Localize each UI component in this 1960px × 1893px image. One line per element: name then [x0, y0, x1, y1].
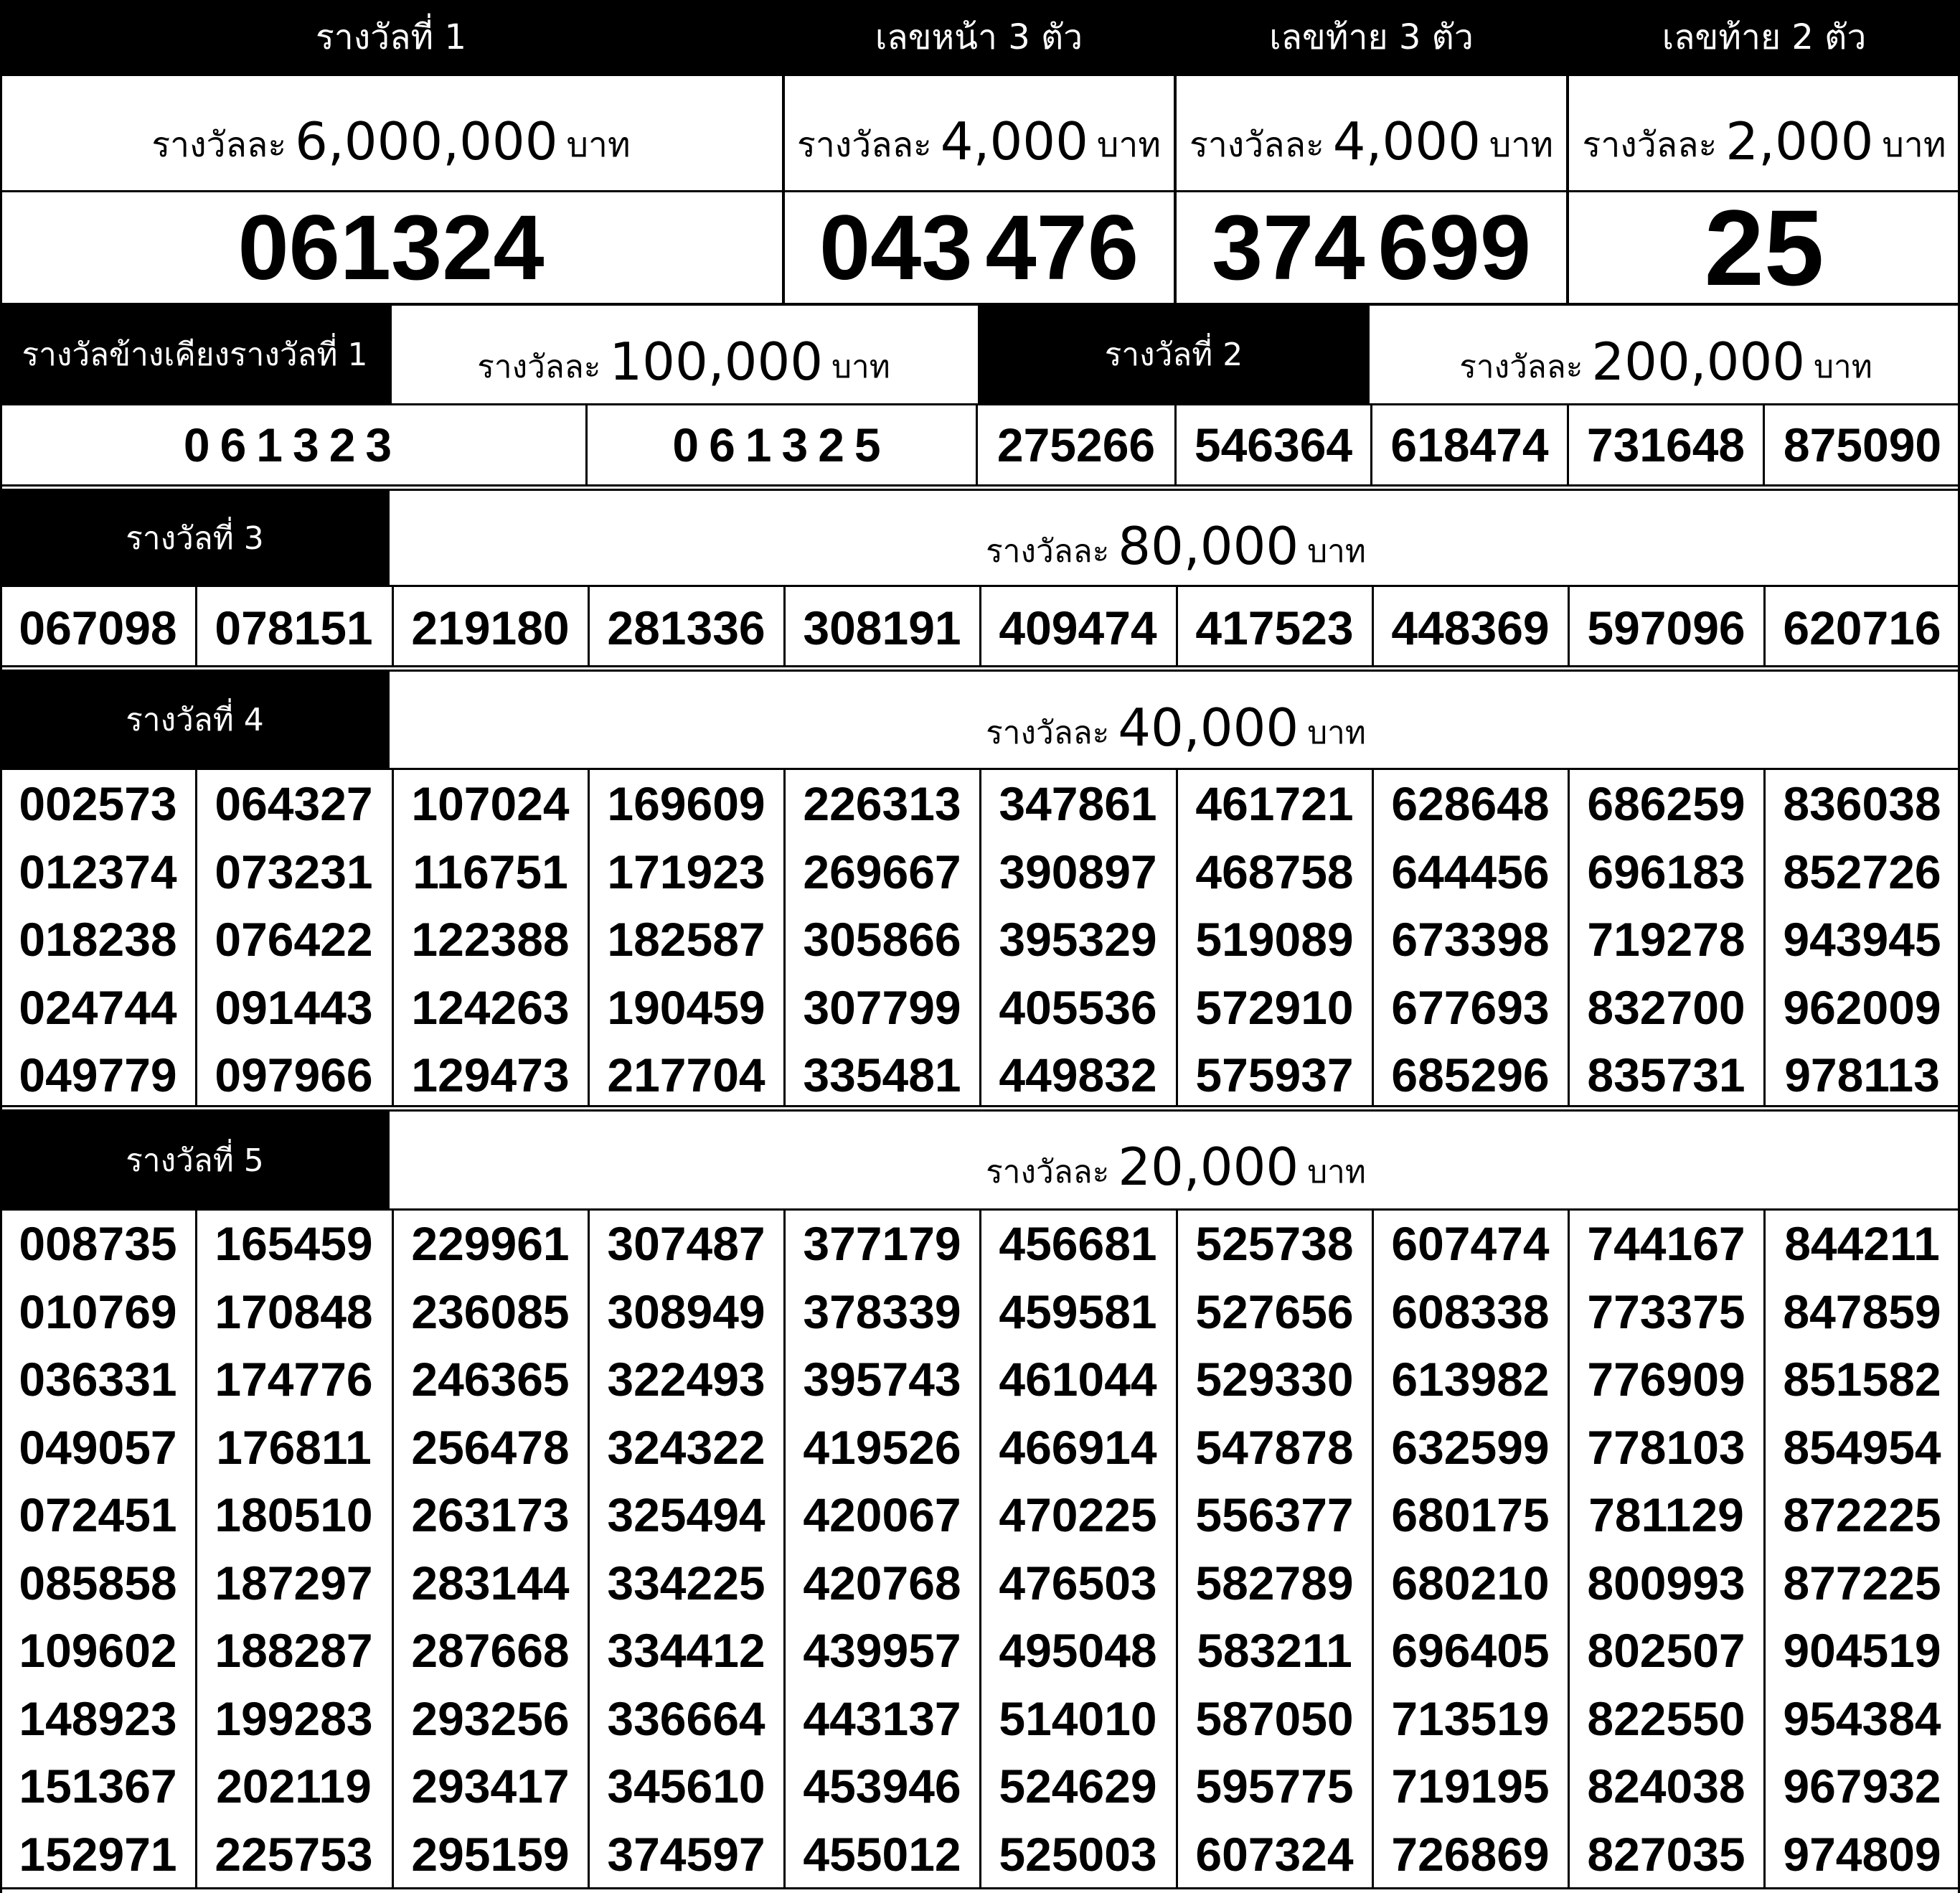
prize-number-cell: 072451 [19, 1488, 177, 1542]
rule-line [1174, 403, 1177, 487]
prize-number-cell: 726869 [1391, 1827, 1550, 1881]
prize-number-cell: 455012 [803, 1827, 961, 1881]
amount-label: รางวัลละ [1459, 348, 1583, 385]
near-prize-value: 061325 [672, 418, 891, 471]
rule-line [979, 768, 981, 1105]
amount-value: 100,000 [609, 332, 824, 392]
prize-number-cell: 620716 [1783, 601, 1941, 654]
prize-number-cell: 263173 [411, 1488, 570, 1542]
prize-number-cell: 529330 [1195, 1353, 1354, 1406]
second-prize-number [1765, 405, 1960, 484]
rule-line [0, 303, 1960, 306]
first-prize-header-label: รางวัลที่ 1 [316, 17, 466, 57]
rule-line [783, 1208, 786, 1887]
prize-number-cell: 420067 [803, 1488, 961, 1542]
prize-number-cell: 419526 [803, 1420, 961, 1474]
prize-number-cell: 024744 [19, 980, 177, 1034]
amount-label: รางวัลละ [986, 532, 1110, 570]
prize-number-cell: 287668 [411, 1624, 570, 1678]
prize-number-cell: 744167 [1587, 1217, 1745, 1271]
prize-number-cell: 575937 [1195, 1048, 1354, 1102]
third-prize-amount [392, 491, 1960, 585]
rule-line [0, 665, 1960, 667]
rule-line [1568, 768, 1570, 1105]
prize-number-cell: 519089 [1195, 913, 1354, 967]
second-prize-value: 875090 [1783, 418, 1942, 471]
near-prize-amount [392, 306, 976, 403]
back2-header-label: เลขท้าย 2 ตัว [1662, 17, 1867, 57]
prize-number-cell: 390897 [999, 845, 1157, 898]
prize-number-cell: 459581 [999, 1284, 1157, 1338]
prize-number-cell: 514010 [999, 1691, 1157, 1745]
prize-number-cell: 202119 [216, 1760, 372, 1813]
prize-number-cell: 305866 [803, 913, 961, 967]
rule-line [1176, 768, 1178, 1105]
prize-number-cell: 719195 [1391, 1760, 1550, 1813]
prize-number-cell: 335481 [803, 1048, 961, 1102]
prize-number-cell: 719278 [1587, 913, 1745, 967]
prize-number-cell: 129473 [411, 1048, 570, 1102]
prize-number-cell: 281336 [607, 601, 765, 654]
amount-label: รางวัลละ [477, 348, 601, 385]
fourth-prize-header [0, 672, 390, 768]
fourth-prize-label: รางวัลที่ 4 [126, 702, 264, 738]
back3-value: 374 [1211, 196, 1365, 299]
prize-number-cell: 174776 [215, 1353, 373, 1406]
prize-number-cell: 395743 [803, 1353, 961, 1406]
first-prize-number [0, 192, 782, 303]
prize-number-cell: 608338 [1391, 1284, 1550, 1338]
prize-number-cell: 836038 [1783, 777, 1941, 831]
prize-number-cell: 176811 [216, 1420, 372, 1474]
prize-number-cell: 461044 [999, 1353, 1157, 1406]
prize-number-cell: 967932 [1783, 1760, 1941, 1813]
first-prize-value: 061324 [237, 196, 545, 299]
prize-number-cell: 802507 [1587, 1624, 1745, 1678]
amount-value: 80,000 [1118, 516, 1299, 576]
prize-number-cell: 587050 [1195, 1691, 1354, 1745]
prize-number-cell: 246365 [411, 1353, 570, 1406]
rule-line [195, 1208, 197, 1887]
prize-number-cell: 002573 [19, 777, 177, 831]
prize-number-cell: 776909 [1587, 1353, 1745, 1406]
prize-number-cell: 293417 [411, 1760, 570, 1813]
fourth-prize-amount [392, 672, 1960, 768]
fifth-prize-label: รางวัลที่ 5 [126, 1142, 264, 1179]
amount-label: รางวัลละ [986, 1153, 1110, 1190]
prize-number-cell: 632599 [1391, 1420, 1550, 1474]
prize-number-cell: 456681 [999, 1217, 1157, 1271]
back2-value: 25 [1704, 192, 1824, 303]
prize-number-cell: 182587 [607, 913, 765, 967]
prize-number-cell: 420768 [803, 1556, 961, 1610]
prize-number-cell: 468758 [1195, 845, 1354, 898]
second-prize-number [978, 405, 1174, 484]
prize-number-cell: 012374 [19, 845, 177, 898]
back3-header [1177, 0, 1566, 74]
prize-number-cell: 686259 [1587, 777, 1745, 831]
prize-number-cell: 283144 [411, 1556, 570, 1610]
rule-line [195, 768, 197, 1105]
amount-value: 2,000 [1725, 111, 1874, 172]
third-prize-label: รางวัลที่ 3 [126, 520, 264, 557]
back3-value: 699 [1377, 196, 1532, 299]
amount-value: 4,000 [940, 111, 1088, 172]
amount-label: รางวัลละ [1189, 124, 1324, 165]
prize-number-cell: 226313 [803, 777, 961, 831]
third-prize-header [0, 491, 390, 585]
fifth-prize-amount [392, 1112, 1960, 1208]
near-prize-number [0, 405, 585, 484]
prize-number-cell: 583211 [1197, 1624, 1352, 1678]
amount-value: 200,000 [1591, 332, 1806, 392]
amount-label: รางวัลละ [797, 124, 932, 165]
prize-number-cell: 180510 [215, 1488, 373, 1542]
prize-number-cell: 800993 [1587, 1556, 1745, 1610]
rule-line [1372, 585, 1374, 665]
rule-line [979, 1208, 981, 1887]
amount-value: 6,000,000 [295, 111, 558, 172]
rule-line [0, 403, 1960, 405]
rule-line [0, 1109, 1960, 1112]
prize-number-cell: 409474 [999, 601, 1157, 654]
baht-label: บาท [566, 124, 631, 165]
prize-number-cell: 696183 [1587, 845, 1745, 898]
prize-number-cell: 171923 [607, 845, 765, 898]
rule-line [588, 1208, 590, 1887]
prize-number-cell: 613982 [1391, 1353, 1550, 1406]
prize-number-cell: 049779 [19, 1048, 177, 1102]
prize-number-cell: 229961 [411, 1217, 570, 1271]
prize-number-cell: 334412 [607, 1624, 765, 1678]
prize-number-cell: 307799 [803, 980, 961, 1034]
second-prize-value: 546364 [1194, 418, 1353, 471]
rule-line [783, 768, 786, 1105]
rule-line [782, 0, 785, 306]
prize-number-cell: 256478 [411, 1420, 570, 1474]
prize-number-cell: 377179 [803, 1217, 961, 1271]
rule-line [1568, 1208, 1570, 1887]
prize-number-cell: 453946 [803, 1760, 961, 1813]
rule-line [783, 585, 786, 665]
prize-number-cell: 107024 [411, 777, 570, 831]
prize-number-cell: 036331 [19, 1353, 177, 1406]
prize-number-cell: 169609 [607, 777, 765, 831]
prize-number-cell: 217704 [607, 1048, 765, 1102]
prize-number-cell: 781129 [1588, 1488, 1744, 1542]
second-prize-label: รางวัลที่ 2 [1104, 337, 1243, 373]
amount-label: รางวัลละ [151, 124, 287, 165]
prize-number-cell: 773375 [1587, 1284, 1745, 1338]
prize-number-cell: 847859 [1783, 1284, 1941, 1338]
prize-number-cell: 049057 [19, 1420, 177, 1474]
prize-number-cell: 547878 [1195, 1420, 1354, 1474]
prize-number-cell: 085858 [19, 1556, 177, 1610]
back2-header [1568, 0, 1960, 74]
rule-line [0, 0, 2, 1893]
first-prize-header [0, 0, 782, 74]
prize-number-cell: 677693 [1391, 980, 1550, 1034]
near-prize-number [588, 405, 976, 484]
second-prize-value: 275266 [997, 418, 1156, 471]
prize-number-cell: 466914 [999, 1420, 1157, 1474]
prize-number-cell: 122388 [411, 913, 570, 967]
back3-amount [1177, 76, 1566, 190]
prize-number-cell: 962009 [1783, 980, 1941, 1034]
rule-line [1370, 403, 1372, 487]
prize-number-cell: 199283 [215, 1691, 373, 1745]
prize-number-cell: 190459 [607, 980, 765, 1034]
baht-label: บาท [1307, 1153, 1366, 1190]
prize-number-cell: 417523 [1195, 601, 1354, 654]
prize-number-cell: 644456 [1391, 845, 1550, 898]
prize-number-cell: 495048 [999, 1624, 1157, 1678]
front3-numbers [784, 192, 1174, 303]
rule-line [0, 74, 1960, 76]
prize-number-cell: 334225 [607, 1556, 765, 1610]
rule-line [1763, 768, 1766, 1105]
front3-value: 476 [985, 196, 1139, 299]
prize-number-cell: 556377 [1195, 1488, 1354, 1542]
prize-number-cell: 835731 [1587, 1048, 1745, 1102]
rule-line [1176, 585, 1178, 665]
prize-number-cell: 978113 [1784, 1048, 1940, 1102]
prize-number-cell: 877225 [1783, 1556, 1941, 1610]
prize-number-cell: 461721 [1195, 777, 1354, 831]
prize-number-cell: 073231 [215, 845, 373, 898]
prize-number-cell: 872225 [1783, 1488, 1941, 1542]
rule-line [1176, 1208, 1178, 1887]
prize-number-cell: 010769 [19, 1284, 177, 1338]
front3-header [784, 0, 1174, 74]
first-prize-amount [0, 76, 782, 190]
prize-number-cell: 151367 [19, 1760, 177, 1813]
rule-line [1567, 403, 1569, 487]
near-prize-header [0, 306, 390, 403]
prize-number-cell: 943945 [1783, 913, 1941, 967]
rule-line [0, 190, 1960, 192]
prize-number-cell: 405536 [999, 980, 1157, 1034]
second-prize-header [978, 306, 1370, 403]
back3-numbers [1177, 192, 1566, 303]
rule-line [392, 768, 394, 1105]
prize-number-cell: 236085 [411, 1284, 570, 1338]
rule-line [979, 585, 981, 665]
prize-number-cell: 525738 [1195, 1217, 1354, 1271]
rule-line [1763, 585, 1766, 665]
prize-number-cell: 018238 [19, 913, 177, 967]
second-prize-number [1372, 405, 1567, 484]
prize-number-cell: 597096 [1587, 601, 1745, 654]
baht-label: บาท [1307, 714, 1366, 751]
prize-number-cell: 832700 [1587, 980, 1745, 1034]
prize-number-cell: 476503 [999, 1556, 1157, 1610]
rule-line [588, 768, 590, 1105]
prize-number-cell: 152971 [19, 1827, 177, 1881]
rule-line [0, 489, 1960, 491]
prize-number-cell: 448369 [1391, 601, 1550, 654]
prize-number-cell: 628648 [1391, 777, 1550, 831]
prize-number-cell: 685296 [1391, 1048, 1550, 1102]
baht-label: บาท [1307, 532, 1366, 570]
rule-line [1568, 585, 1570, 665]
prize-number-cell: 822550 [1587, 1691, 1745, 1745]
prize-number-cell: 607324 [1195, 1827, 1354, 1881]
rule-line [1372, 768, 1374, 1105]
rule-line [0, 1105, 1960, 1107]
front3-value: 043 [819, 196, 973, 299]
rule-line [585, 403, 588, 487]
rule-line [392, 585, 394, 665]
prize-number-cell: 124263 [411, 980, 570, 1034]
baht-label: บาท [1096, 124, 1161, 165]
prize-number-cell: 188287 [215, 1624, 373, 1678]
prize-number-cell: 293256 [411, 1691, 570, 1745]
prize-number-cell: 187297 [215, 1556, 373, 1610]
prize-number-cell: 778103 [1587, 1420, 1745, 1474]
rule-line [1372, 1208, 1374, 1887]
prize-number-cell: 395329 [999, 913, 1157, 967]
second-prize-number [1177, 405, 1370, 484]
prize-number-cell: 308191 [803, 601, 961, 654]
rule-line [390, 306, 392, 403]
prize-number-cell: 527656 [1195, 1284, 1354, 1338]
second-prize-number [1569, 405, 1763, 484]
baht-label: บาท [1814, 348, 1872, 385]
baht-label: บาท [831, 348, 890, 385]
prize-number-cell: 680210 [1391, 1556, 1550, 1610]
prize-number-cell: 713519 [1391, 1691, 1550, 1745]
rule-line [0, 484, 1960, 487]
prize-number-cell: 064327 [215, 777, 373, 831]
amount-value: 20,000 [1118, 1137, 1299, 1197]
prize-number-cell: 696405 [1391, 1624, 1550, 1678]
amount-value: 4,000 [1332, 111, 1481, 172]
rule-line [392, 1208, 394, 1887]
prize-number-cell: 851582 [1783, 1353, 1941, 1406]
prize-number-cell: 295159 [411, 1827, 570, 1881]
rule-line [1763, 1208, 1766, 1887]
rule-line [1566, 0, 1569, 306]
prize-number-cell: 449832 [999, 1048, 1157, 1102]
prize-number-cell: 904519 [1783, 1624, 1941, 1678]
prize-number-cell: 116751 [413, 845, 568, 898]
prize-number-cell: 308949 [607, 1284, 765, 1338]
rule-line [0, 1887, 1960, 1889]
prize-number-cell: 607474 [1391, 1217, 1550, 1271]
prize-number-cell: 097966 [215, 1048, 373, 1102]
prize-number-cell: 325494 [607, 1488, 765, 1542]
prize-number-cell: 109602 [19, 1624, 177, 1678]
rule-line [1763, 403, 1765, 487]
rule-line [195, 585, 197, 665]
prize-number-cell: 345610 [607, 1760, 765, 1813]
prize-number-cell: 148923 [19, 1691, 177, 1745]
prize-number-cell: 225753 [215, 1827, 373, 1881]
second-prize-value: 618474 [1390, 418, 1549, 471]
prize-number-cell: 076422 [215, 913, 373, 967]
rule-line [588, 585, 590, 665]
prize-number-cell: 165459 [215, 1217, 373, 1271]
prize-number-cell: 595775 [1195, 1760, 1354, 1813]
prize-number-cell: 378339 [803, 1284, 961, 1338]
prize-number-cell: 852726 [1783, 845, 1941, 898]
front3-header-label: เลขหน้า 3 ตัว [875, 17, 1083, 57]
near-prize-value: 061323 [183, 418, 402, 471]
prize-number-cell: 824038 [1587, 1760, 1745, 1813]
prize-number-cell: 322493 [607, 1353, 765, 1406]
prize-number-cell: 078151 [215, 601, 373, 654]
prize-number-cell: 091443 [215, 980, 373, 1034]
prize-number-cell: 170848 [215, 1284, 373, 1338]
amount-value: 40,000 [1118, 697, 1299, 758]
prize-number-cell: 827035 [1587, 1827, 1745, 1881]
second-prize-value: 731648 [1586, 418, 1745, 471]
prize-number-cell: 008735 [19, 1217, 177, 1271]
prize-number-cell: 269667 [803, 845, 961, 898]
prize-number-cell: 470225 [999, 1488, 1157, 1542]
prize-number-cell: 336664 [607, 1691, 765, 1745]
back2-amount [1568, 76, 1960, 190]
prize-number-cell: 307487 [607, 1217, 765, 1271]
prize-number-cell: 954384 [1783, 1691, 1941, 1745]
prize-number-cell: 374597 [607, 1827, 765, 1881]
back3-header-label: เลขท้าย 3 ตัว [1269, 17, 1474, 57]
amount-label: รางวัลละ [1582, 124, 1718, 165]
prize-number-cell: 219180 [411, 601, 570, 654]
prize-number-cell: 680175 [1391, 1488, 1550, 1542]
prize-number-cell: 347861 [999, 777, 1157, 831]
rule-line [976, 403, 978, 487]
prize-number-cell: 844211 [1784, 1217, 1940, 1271]
prize-number-cell: 443137 [803, 1691, 961, 1745]
prize-number-cell: 439957 [803, 1624, 961, 1678]
prize-number-cell: 582789 [1195, 1556, 1354, 1610]
baht-label: บาท [1489, 124, 1553, 165]
second-prize-amount [1372, 306, 1960, 403]
prize-number-cell: 525003 [999, 1827, 1157, 1881]
prize-number-cell: 572910 [1195, 980, 1354, 1034]
rule-line [0, 670, 1960, 672]
prize-number-cell: 067098 [19, 601, 177, 654]
rule-line [1174, 0, 1177, 306]
amount-label: รางวัลละ [986, 714, 1110, 751]
prize-number-cell: 974809 [1783, 1827, 1941, 1881]
prize-number-cell: 524629 [999, 1760, 1157, 1813]
fifth-prize-header [0, 1112, 390, 1208]
front3-amount [784, 76, 1174, 190]
prize-number-cell: 854954 [1783, 1420, 1941, 1474]
back2-number [1568, 192, 1960, 303]
prize-number-cell: 324322 [607, 1420, 765, 1474]
near-prize-label: รางวัลข้างเคียงรางวัลที่ 1 [22, 337, 368, 373]
baht-label: บาท [1882, 124, 1946, 165]
prize-number-cell: 673398 [1391, 913, 1550, 967]
